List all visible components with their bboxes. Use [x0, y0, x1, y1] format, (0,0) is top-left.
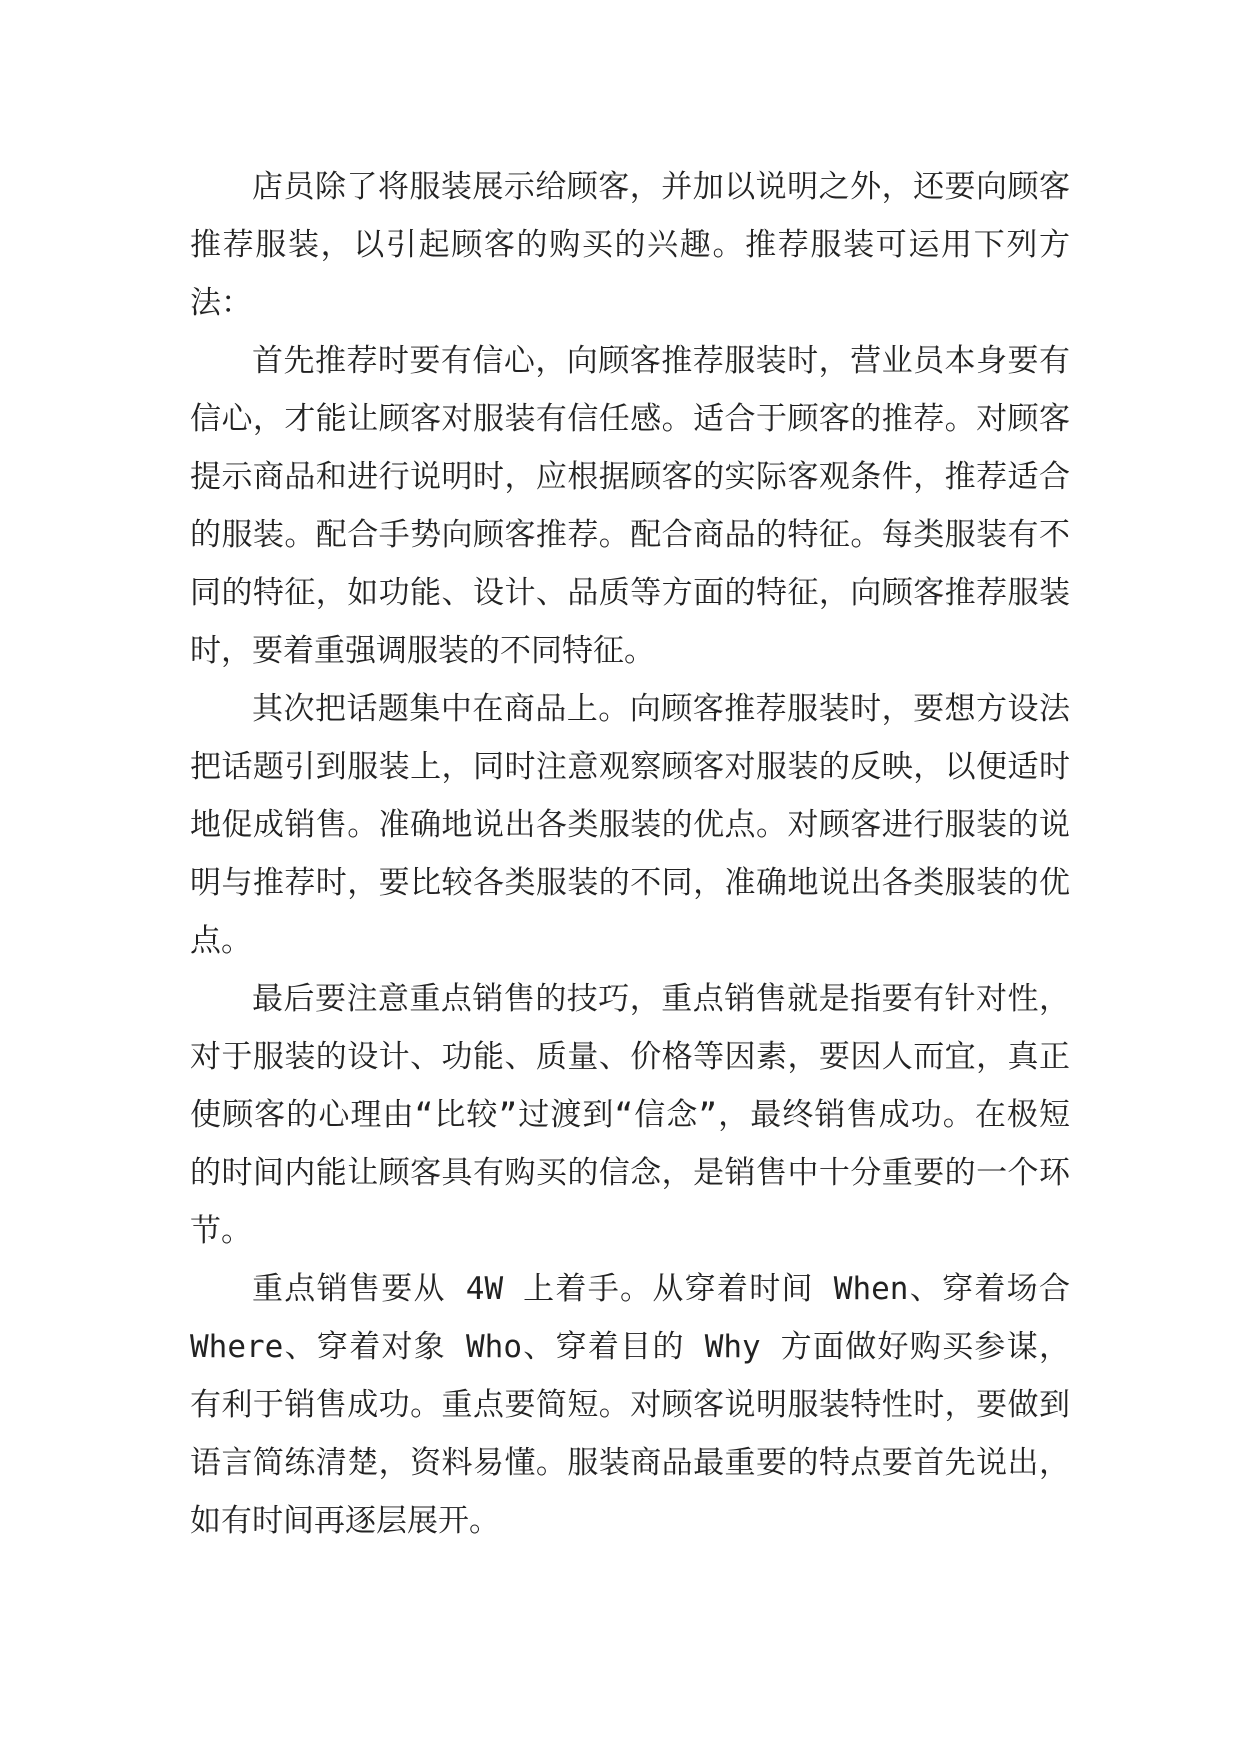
paragraph-intro: 店员除了将服装展示给顾客，并加以说明之外，还要向顾客推荐服装，以引起顾客的购买的兴趣。推荐服装可运用下列方法：	[190, 169, 1070, 321]
document-body	[190, 158, 1070, 1550]
paragraph-confidence: 首先推荐时要有信心，向顾客推荐服装时，营业员本身要有信心，才能让顾客对服装有信任感。适合于顾客的推荐。对顾客提示商品和进行说明时，应根据顾客的实际客观条件，推荐适合的服装。配合手势向顾客推荐。配合商品的特征。每类服装有不同的特征，如功能、设计、品质等方面的特征，向顾客推荐服装时，要着重强调服装的不同特征。	[190, 343, 1070, 669]
paragraph-focus-topic: 其次把话题集中在商品上。向顾客推荐服装时，要想方设法把话题引到服装上，同时注意观察顾客对服装的反映，以便适时地促成销售。准确地说出各类服装的优点。对顾客进行服装的说明与推荐时，要比较各类服装的不同，准确地说出各类服装的优点。	[190, 691, 1070, 959]
paragraph-4w: 重点销售要从 4W 上着手。从穿着时间 When、穿着场合 Where、穿着对象 Who、穿着目的 Why 方面做好购买参谋，有利于销售成功。重点要简短。对顾客说明服装特性时，要做到语言简练清楚，资料易懂。服装商品最重要的特点要首先说出，如有时间再逐层展开。	[190, 1271, 1070, 1539]
paragraph-key-selling: 最后要注意重点销售的技巧，重点销售就是指要有针对性，对于服装的设计、功能、质量、价格等因素，要因人而宜，真正使顾客的心理由“比较”过渡到“信念”，最终销售成功。在极短的时间内能让顾客具有购买的信念，是销售中十分重要的一个环节。	[190, 981, 1070, 1249]
